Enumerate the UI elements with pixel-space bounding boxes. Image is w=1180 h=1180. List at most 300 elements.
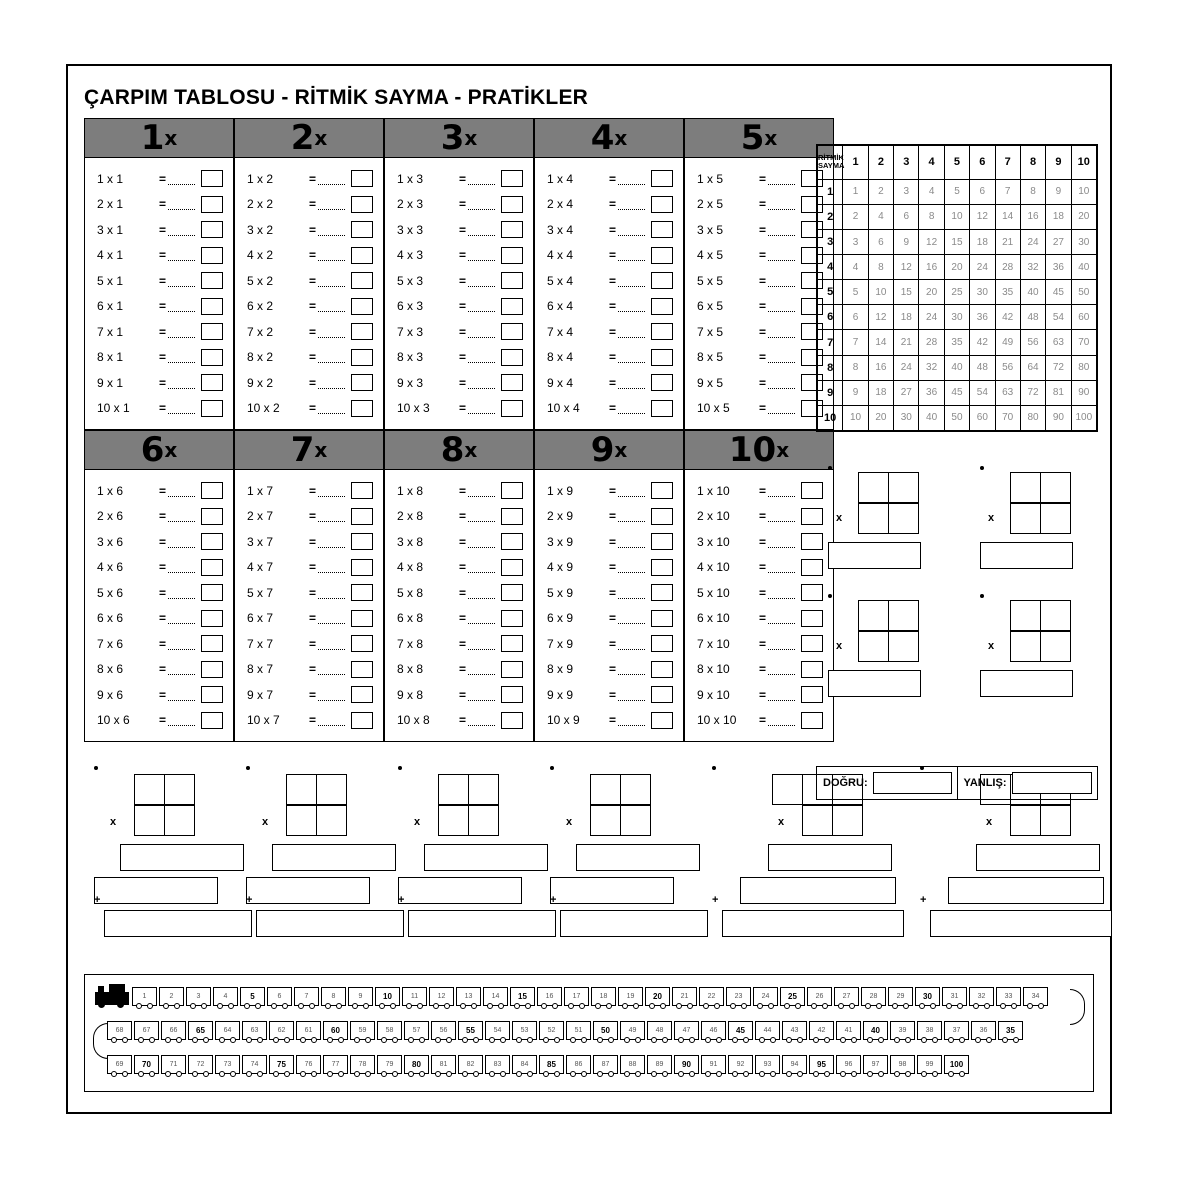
grid-cell[interactable] <box>1040 472 1071 503</box>
answer-box[interactable] <box>651 374 673 391</box>
answer-line[interactable] <box>168 510 195 522</box>
train-wagon[interactable]: 58 <box>377 1021 402 1040</box>
answer-box[interactable] <box>351 323 373 340</box>
train-wagon[interactable]: 90 <box>674 1055 699 1074</box>
answer-box[interactable] <box>351 272 373 289</box>
train-wagon[interactable]: 1 <box>132 987 157 1006</box>
train-wagon[interactable]: 15 <box>510 987 535 1006</box>
train-wagon[interactable]: 34 <box>1023 987 1048 1006</box>
answer-line[interactable] <box>318 249 345 261</box>
answer-line[interactable] <box>618 275 645 287</box>
answer-line[interactable] <box>318 198 345 210</box>
train-wagon[interactable]: 96 <box>836 1055 861 1074</box>
train-wagon[interactable]: 98 <box>890 1055 915 1074</box>
answer-box[interactable] <box>651 482 673 499</box>
answer-box[interactable] <box>351 559 373 576</box>
train-wagon[interactable]: 59 <box>350 1021 375 1040</box>
answer-box[interactable] <box>501 272 523 289</box>
answer-box[interactable] <box>351 298 373 315</box>
answer-box[interactable] <box>351 482 373 499</box>
grid-cell[interactable] <box>164 774 195 805</box>
answer-line[interactable] <box>768 663 795 675</box>
answer-line[interactable] <box>468 173 495 185</box>
answer-line[interactable] <box>618 561 645 573</box>
answer-box[interactable] <box>651 196 673 213</box>
train-wagon[interactable]: 79 <box>377 1055 402 1074</box>
train-wagon[interactable]: 88 <box>620 1055 645 1074</box>
grid-cell[interactable] <box>1010 503 1041 534</box>
train-wagon[interactable]: 33 <box>996 987 1021 1006</box>
train-wagon[interactable]: 75 <box>269 1055 294 1074</box>
grid-cell[interactable] <box>316 805 347 836</box>
grid-cell[interactable] <box>832 805 863 836</box>
answer-box[interactable] <box>501 482 523 499</box>
partial-product-bar-2[interactable] <box>550 877 674 904</box>
answer-box[interactable] <box>351 712 373 729</box>
train-wagon[interactable]: 92 <box>728 1055 753 1074</box>
train-wagon[interactable]: 2 <box>159 987 184 1006</box>
answer-line[interactable] <box>168 587 195 599</box>
answer-line[interactable] <box>318 300 345 312</box>
train-wagon[interactable]: 7 <box>294 987 319 1006</box>
answer-box[interactable] <box>501 661 523 678</box>
answer-box[interactable] <box>201 221 223 238</box>
answer-line[interactable] <box>618 612 645 624</box>
answer-box[interactable] <box>201 508 223 525</box>
answer-line[interactable] <box>768 326 795 338</box>
grid-cell[interactable] <box>888 600 919 631</box>
answer-line[interactable] <box>318 612 345 624</box>
train-wagon[interactable]: 5 <box>240 987 265 1006</box>
answer-box[interactable] <box>501 221 523 238</box>
grid-cell[interactable] <box>888 631 919 662</box>
train-wagon[interactable]: 100 <box>944 1055 969 1074</box>
train-wagon[interactable]: 22 <box>699 987 724 1006</box>
grid-cell[interactable] <box>1010 472 1041 503</box>
answer-box[interactable] <box>351 196 373 213</box>
answer-line[interactable] <box>468 326 495 338</box>
answer-line[interactable] <box>618 224 645 236</box>
answer-line[interactable] <box>768 638 795 650</box>
train-wagon[interactable]: 44 <box>755 1021 780 1040</box>
answer-line[interactable] <box>768 224 795 236</box>
wrong-input[interactable] <box>1012 772 1093 794</box>
answer-line[interactable] <box>768 485 795 497</box>
train-wagon[interactable]: 77 <box>323 1055 348 1074</box>
answer-line[interactable] <box>618 377 645 389</box>
answer-box[interactable] <box>501 635 523 652</box>
train-wagon[interactable]: 52 <box>539 1021 564 1040</box>
grid-cell[interactable] <box>802 805 833 836</box>
answer-box[interactable] <box>651 400 673 417</box>
train-wagon[interactable]: 40 <box>863 1021 888 1040</box>
answer-box[interactable] <box>351 508 373 525</box>
result-bar[interactable] <box>980 670 1073 697</box>
train-wagon[interactable]: 28 <box>861 987 886 1006</box>
answer-box[interactable] <box>651 170 673 187</box>
answer-box[interactable] <box>201 661 223 678</box>
sum-bar[interactable] <box>408 910 556 937</box>
grid-cell[interactable] <box>164 805 195 836</box>
answer-line[interactable] <box>318 351 345 363</box>
answer-line[interactable] <box>618 300 645 312</box>
answer-box[interactable] <box>351 349 373 366</box>
train-wagon[interactable]: 63 <box>242 1021 267 1040</box>
answer-line[interactable] <box>768 377 795 389</box>
answer-line[interactable] <box>618 714 645 726</box>
answer-box[interactable] <box>201 196 223 213</box>
train-wagon[interactable]: 24 <box>753 987 778 1006</box>
answer-box[interactable] <box>501 559 523 576</box>
partial-product-bar-2[interactable] <box>246 877 370 904</box>
answer-box[interactable] <box>501 196 523 213</box>
answer-box[interactable] <box>201 374 223 391</box>
answer-line[interactable] <box>618 587 645 599</box>
train-wagon[interactable]: 66 <box>161 1021 186 1040</box>
train-wagon[interactable]: 69 <box>107 1055 132 1074</box>
answer-line[interactable] <box>768 587 795 599</box>
answer-box[interactable] <box>201 559 223 576</box>
grid-cell[interactable] <box>590 774 621 805</box>
train-wagon[interactable]: 54 <box>485 1021 510 1040</box>
answer-box[interactable] <box>651 712 673 729</box>
train-wagon[interactable]: 67 <box>134 1021 159 1040</box>
train-wagon[interactable]: 61 <box>296 1021 321 1040</box>
answer-line[interactable] <box>168 402 195 414</box>
train-wagon[interactable]: 93 <box>755 1055 780 1074</box>
train-wagon[interactable]: 85 <box>539 1055 564 1074</box>
answer-box[interactable] <box>201 272 223 289</box>
answer-line[interactable] <box>768 612 795 624</box>
train-wagon[interactable]: 23 <box>726 987 751 1006</box>
train-wagon[interactable]: 41 <box>836 1021 861 1040</box>
answer-line[interactable] <box>618 689 645 701</box>
answer-box[interactable] <box>201 584 223 601</box>
grid-cell[interactable] <box>1010 805 1041 836</box>
partial-product-bar-1[interactable] <box>576 844 700 871</box>
answer-line[interactable] <box>468 198 495 210</box>
train-wagon[interactable]: 36 <box>971 1021 996 1040</box>
answer-box[interactable] <box>801 610 823 627</box>
answer-box[interactable] <box>501 508 523 525</box>
answer-line[interactable] <box>768 402 795 414</box>
answer-box[interactable] <box>201 635 223 652</box>
grid-cell[interactable] <box>858 503 889 534</box>
answer-box[interactable] <box>801 635 823 652</box>
grid-cell[interactable] <box>286 805 317 836</box>
answer-line[interactable] <box>618 536 645 548</box>
train-wagon[interactable]: 31 <box>942 987 967 1006</box>
train-wagon[interactable]: 50 <box>593 1021 618 1040</box>
partial-product-bar-1[interactable] <box>424 844 548 871</box>
train-wagon[interactable]: 42 <box>809 1021 834 1040</box>
answer-box[interactable] <box>651 686 673 703</box>
answer-box[interactable] <box>351 221 373 238</box>
answer-box[interactable] <box>651 221 673 238</box>
answer-line[interactable] <box>468 689 495 701</box>
answer-line[interactable] <box>768 510 795 522</box>
sum-bar[interactable] <box>104 910 252 937</box>
grid-cell[interactable] <box>620 805 651 836</box>
train-wagon[interactable]: 47 <box>674 1021 699 1040</box>
answer-line[interactable] <box>168 536 195 548</box>
answer-line[interactable] <box>468 536 495 548</box>
answer-box[interactable] <box>351 661 373 678</box>
answer-line[interactable] <box>768 714 795 726</box>
answer-box[interactable] <box>801 584 823 601</box>
grid-cell[interactable] <box>1040 503 1071 534</box>
result-bar[interactable] <box>980 542 1073 569</box>
answer-box[interactable] <box>801 559 823 576</box>
train-wagon[interactable]: 9 <box>348 987 373 1006</box>
answer-line[interactable] <box>168 485 195 497</box>
train-wagon[interactable]: 86 <box>566 1055 591 1074</box>
answer-line[interactable] <box>618 173 645 185</box>
train-wagon[interactable]: 51 <box>566 1021 591 1040</box>
answer-line[interactable] <box>168 663 195 675</box>
answer-line[interactable] <box>318 561 345 573</box>
answer-line[interactable] <box>468 714 495 726</box>
train-wagon[interactable]: 45 <box>728 1021 753 1040</box>
answer-box[interactable] <box>651 661 673 678</box>
answer-line[interactable] <box>768 249 795 261</box>
train-wagon[interactable]: 55 <box>458 1021 483 1040</box>
answer-box[interactable] <box>651 323 673 340</box>
partial-product-bar-2[interactable] <box>740 877 896 904</box>
answer-box[interactable] <box>651 533 673 550</box>
answer-box[interactable] <box>201 170 223 187</box>
answer-line[interactable] <box>168 300 195 312</box>
answer-box[interactable] <box>501 610 523 627</box>
train-wagon[interactable]: 12 <box>429 987 454 1006</box>
grid-cell[interactable] <box>1010 600 1041 631</box>
train-wagon[interactable]: 83 <box>485 1055 510 1074</box>
answer-box[interactable] <box>501 686 523 703</box>
answer-box[interactable] <box>351 686 373 703</box>
train-wagon[interactable]: 46 <box>701 1021 726 1040</box>
answer-line[interactable] <box>318 714 345 726</box>
grid-cell[interactable] <box>468 774 499 805</box>
train-wagon[interactable]: 74 <box>242 1055 267 1074</box>
answer-box[interactable] <box>651 247 673 264</box>
train-wagon[interactable]: 62 <box>269 1021 294 1040</box>
answer-box[interactable] <box>201 686 223 703</box>
train-wagon[interactable]: 39 <box>890 1021 915 1040</box>
train-wagon[interactable]: 38 <box>917 1021 942 1040</box>
partial-product-bar-1[interactable] <box>272 844 396 871</box>
grid-cell[interactable] <box>858 472 889 503</box>
answer-line[interactable] <box>618 510 645 522</box>
answer-box[interactable] <box>501 170 523 187</box>
answer-box[interactable] <box>801 661 823 678</box>
train-wagon[interactable]: 48 <box>647 1021 672 1040</box>
train-wagon[interactable]: 18 <box>591 987 616 1006</box>
answer-box[interactable] <box>801 508 823 525</box>
answer-line[interactable] <box>618 198 645 210</box>
partial-product-bar-2[interactable] <box>948 877 1104 904</box>
answer-box[interactable] <box>801 533 823 550</box>
answer-box[interactable] <box>651 298 673 315</box>
train-wagon[interactable]: 30 <box>915 987 940 1006</box>
train-wagon[interactable]: 19 <box>618 987 643 1006</box>
answer-line[interactable] <box>768 275 795 287</box>
answer-line[interactable] <box>168 351 195 363</box>
answer-line[interactable] <box>468 249 495 261</box>
answer-box[interactable] <box>651 349 673 366</box>
train-wagon[interactable]: 80 <box>404 1055 429 1074</box>
answer-box[interactable] <box>801 482 823 499</box>
train-wagon[interactable]: 35 <box>998 1021 1023 1040</box>
train-wagon[interactable]: 95 <box>809 1055 834 1074</box>
train-wagon[interactable]: 64 <box>215 1021 240 1040</box>
answer-box[interactable] <box>201 482 223 499</box>
grid-cell[interactable] <box>134 805 165 836</box>
answer-line[interactable] <box>318 377 345 389</box>
grid-cell[interactable] <box>1040 600 1071 631</box>
answer-line[interactable] <box>618 326 645 338</box>
train-wagon[interactable]: 82 <box>458 1055 483 1074</box>
result-bar[interactable] <box>828 670 921 697</box>
answer-line[interactable] <box>618 485 645 497</box>
train-wagon[interactable]: 72 <box>188 1055 213 1074</box>
answer-line[interactable] <box>168 638 195 650</box>
train-wagon[interactable]: 43 <box>782 1021 807 1040</box>
answer-box[interactable] <box>201 712 223 729</box>
answer-box[interactable] <box>801 686 823 703</box>
train-wagon[interactable]: 78 <box>350 1055 375 1074</box>
partial-product-bar-1[interactable] <box>976 844 1100 871</box>
answer-line[interactable] <box>318 275 345 287</box>
partial-product-bar-2[interactable] <box>398 877 522 904</box>
answer-line[interactable] <box>318 402 345 414</box>
train-wagon[interactable]: 25 <box>780 987 805 1006</box>
train-wagon[interactable]: 20 <box>645 987 670 1006</box>
answer-line[interactable] <box>168 224 195 236</box>
answer-line[interactable] <box>318 173 345 185</box>
answer-line[interactable] <box>468 300 495 312</box>
train-wagon[interactable]: 60 <box>323 1021 348 1040</box>
answer-box[interactable] <box>201 349 223 366</box>
answer-line[interactable] <box>318 689 345 701</box>
grid-cell[interactable] <box>772 774 803 805</box>
answer-line[interactable] <box>318 587 345 599</box>
train-wagon[interactable]: 76 <box>296 1055 321 1074</box>
answer-box[interactable] <box>651 610 673 627</box>
train-wagon[interactable]: 71 <box>161 1055 186 1074</box>
partial-product-bar-1[interactable] <box>768 844 892 871</box>
answer-line[interactable] <box>318 663 345 675</box>
train-wagon[interactable]: 84 <box>512 1055 537 1074</box>
answer-line[interactable] <box>618 351 645 363</box>
answer-line[interactable] <box>468 663 495 675</box>
train-wagon[interactable]: 70 <box>134 1055 159 1074</box>
answer-box[interactable] <box>351 400 373 417</box>
train-wagon[interactable]: 14 <box>483 987 508 1006</box>
sum-bar[interactable] <box>722 910 904 937</box>
answer-line[interactable] <box>468 351 495 363</box>
train-wagon[interactable]: 49 <box>620 1021 645 1040</box>
answer-line[interactable] <box>168 326 195 338</box>
answer-box[interactable] <box>201 298 223 315</box>
answer-line[interactable] <box>468 485 495 497</box>
sum-bar[interactable] <box>256 910 404 937</box>
train-wagon[interactable]: 32 <box>969 987 994 1006</box>
answer-line[interactable] <box>318 536 345 548</box>
answer-box[interactable] <box>501 247 523 264</box>
grid-cell[interactable] <box>858 631 889 662</box>
answer-box[interactable] <box>801 712 823 729</box>
train-wagon[interactable]: 56 <box>431 1021 456 1040</box>
answer-box[interactable] <box>651 635 673 652</box>
answer-box[interactable] <box>351 247 373 264</box>
grid-cell[interactable] <box>858 600 889 631</box>
grid-cell[interactable] <box>888 503 919 534</box>
answer-line[interactable] <box>168 249 195 261</box>
train-wagon[interactable]: 97 <box>863 1055 888 1074</box>
answer-box[interactable] <box>351 170 373 187</box>
answer-line[interactable] <box>168 275 195 287</box>
answer-line[interactable] <box>768 300 795 312</box>
grid-cell[interactable] <box>1010 631 1041 662</box>
answer-box[interactable] <box>651 508 673 525</box>
grid-cell[interactable] <box>316 774 347 805</box>
train-wagon[interactable]: 65 <box>188 1021 213 1040</box>
answer-box[interactable] <box>651 559 673 576</box>
answer-line[interactable] <box>468 638 495 650</box>
answer-line[interactable] <box>768 689 795 701</box>
answer-line[interactable] <box>768 536 795 548</box>
answer-line[interactable] <box>768 351 795 363</box>
correct-input[interactable] <box>873 772 952 794</box>
answer-line[interactable] <box>768 198 795 210</box>
answer-box[interactable] <box>351 533 373 550</box>
grid-cell[interactable] <box>1040 805 1071 836</box>
answer-box[interactable] <box>651 272 673 289</box>
train-wagon[interactable]: 68 <box>107 1021 132 1040</box>
train-wagon[interactable]: 73 <box>215 1055 240 1074</box>
answer-box[interactable] <box>201 610 223 627</box>
answer-line[interactable] <box>618 638 645 650</box>
train-wagon[interactable]: 21 <box>672 987 697 1006</box>
answer-box[interactable] <box>351 374 373 391</box>
train-wagon[interactable]: 16 <box>537 987 562 1006</box>
answer-box[interactable] <box>351 584 373 601</box>
answer-line[interactable] <box>318 485 345 497</box>
sum-bar[interactable] <box>930 910 1112 937</box>
answer-box[interactable] <box>351 610 373 627</box>
grid-cell[interactable] <box>134 774 165 805</box>
train-wagon[interactable]: 87 <box>593 1055 618 1074</box>
answer-line[interactable] <box>168 198 195 210</box>
grid-cell[interactable] <box>620 774 651 805</box>
answer-line[interactable] <box>318 510 345 522</box>
answer-line[interactable] <box>318 224 345 236</box>
answer-line[interactable] <box>168 689 195 701</box>
train-wagon[interactable]: 81 <box>431 1055 456 1074</box>
train-wagon[interactable]: 89 <box>647 1055 672 1074</box>
train-wagon[interactable]: 94 <box>782 1055 807 1074</box>
answer-line[interactable] <box>318 638 345 650</box>
answer-line[interactable] <box>468 402 495 414</box>
answer-line[interactable] <box>618 249 645 261</box>
train-wagon[interactable]: 26 <box>807 987 832 1006</box>
answer-box[interactable] <box>501 298 523 315</box>
answer-line[interactable] <box>468 224 495 236</box>
answer-line[interactable] <box>468 561 495 573</box>
partial-product-bar-2[interactable] <box>94 877 218 904</box>
answer-line[interactable] <box>468 377 495 389</box>
answer-box[interactable] <box>201 247 223 264</box>
